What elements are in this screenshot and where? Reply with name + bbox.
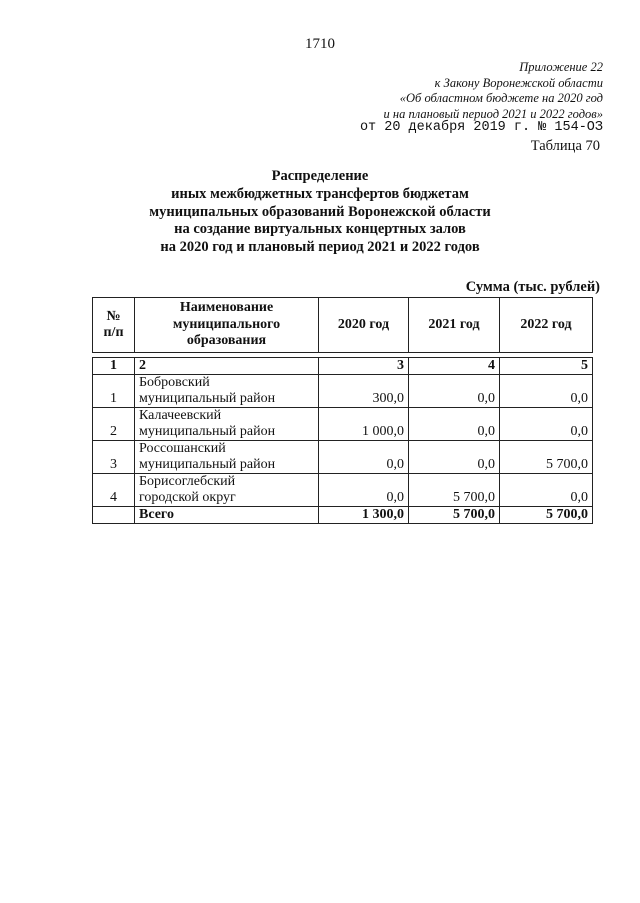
header-name-line: муниципального xyxy=(172,316,281,332)
header-num-line: п/п xyxy=(103,325,124,340)
title-line: на создание виртуальных концертных залов xyxy=(174,221,466,238)
value-2022: 0,0 xyxy=(500,375,593,408)
row-name-line: Россошанский xyxy=(139,441,226,456)
value-2020: 0,0 xyxy=(319,474,409,507)
row-name-line: муниципальный район xyxy=(139,391,276,406)
value-2020: 0,0 xyxy=(319,441,409,474)
value-2022: 0,0 xyxy=(500,408,593,441)
total-2021: 5 700,0 xyxy=(409,507,500,524)
row-name-line: муниципальный район xyxy=(139,424,276,439)
row-name-line: Борисоглебский xyxy=(139,474,236,489)
column-number: 5 xyxy=(500,358,593,375)
row-name xyxy=(135,441,319,474)
header-2022: 2022 год xyxy=(500,298,593,353)
table-row xyxy=(93,375,593,408)
header-num-line: № xyxy=(106,308,121,324)
column-number-row xyxy=(93,358,593,375)
table-header xyxy=(92,297,593,353)
row-name xyxy=(135,375,319,408)
table-row xyxy=(93,408,593,441)
header-name xyxy=(135,298,319,353)
total-row xyxy=(93,507,593,524)
total-num-cell xyxy=(93,507,135,524)
row-name xyxy=(135,408,319,441)
value-2021: 0,0 xyxy=(409,408,500,441)
value-2020: 300,0 xyxy=(319,375,409,408)
table-row xyxy=(93,441,593,474)
header-name-line: образования xyxy=(186,333,267,349)
column-number: 2 xyxy=(135,358,319,375)
value-2020: 1 000,0 xyxy=(319,408,409,441)
value-2021: 0,0 xyxy=(409,375,500,408)
row-name xyxy=(135,474,319,507)
page-number: 1710 xyxy=(305,36,335,52)
appendix-line: «Об областном бюджете на 2020 год xyxy=(399,91,603,105)
value-2022: 5 700,0 xyxy=(500,441,593,474)
law-date-stamp: от 20 декабря 2019 г. № 154-ОЗ xyxy=(359,120,603,135)
total-2020: 1 300,0 xyxy=(319,507,409,524)
row-num: 3 xyxy=(93,441,135,474)
column-number: 4 xyxy=(409,358,500,375)
title-line: Распределение xyxy=(271,168,369,184)
value-2022: 0,0 xyxy=(500,474,593,507)
appendix-reference xyxy=(384,60,603,122)
units-label: Сумма (тыс. рублей) xyxy=(465,279,600,295)
header-2020: 2020 год xyxy=(319,298,409,353)
header-row xyxy=(93,298,593,353)
row-name-line: городской округ xyxy=(139,490,236,505)
title-line: на 2020 год и плановый период 2021 и 2022 годов xyxy=(160,239,480,256)
row-name-line: Бобровский xyxy=(139,375,210,390)
row-name-line: Калачеевский xyxy=(139,408,222,423)
title-line: муниципальных образований Воронежской области xyxy=(149,203,491,220)
data-table xyxy=(92,357,593,524)
row-name-line: муниципальный район xyxy=(139,457,276,472)
header-num xyxy=(93,298,135,353)
title-line: иных межбюджетных трансфертов бюджетам xyxy=(171,185,469,202)
column-number: 1 xyxy=(93,358,135,375)
header-2021: 2021 год xyxy=(409,298,500,353)
total-label: Всего xyxy=(135,507,319,524)
table-row xyxy=(93,474,593,507)
table-label: Таблица 70 xyxy=(530,138,600,154)
row-num: 4 xyxy=(93,474,135,507)
appendix-line: Приложение 22 xyxy=(519,60,603,74)
document-title xyxy=(0,168,640,257)
appendix-line: и на плановый период 2021 и 2022 годов» xyxy=(383,106,603,121)
row-num: 1 xyxy=(93,375,135,408)
appendix-line: к Закону Воронежской области xyxy=(434,75,603,90)
value-2021: 0,0 xyxy=(409,441,500,474)
row-num: 2 xyxy=(93,408,135,441)
column-number: 3 xyxy=(319,358,409,375)
header-name-line: Наименование xyxy=(179,300,274,316)
value-2021: 5 700,0 xyxy=(409,474,500,507)
total-2022: 5 700,0 xyxy=(500,507,593,524)
